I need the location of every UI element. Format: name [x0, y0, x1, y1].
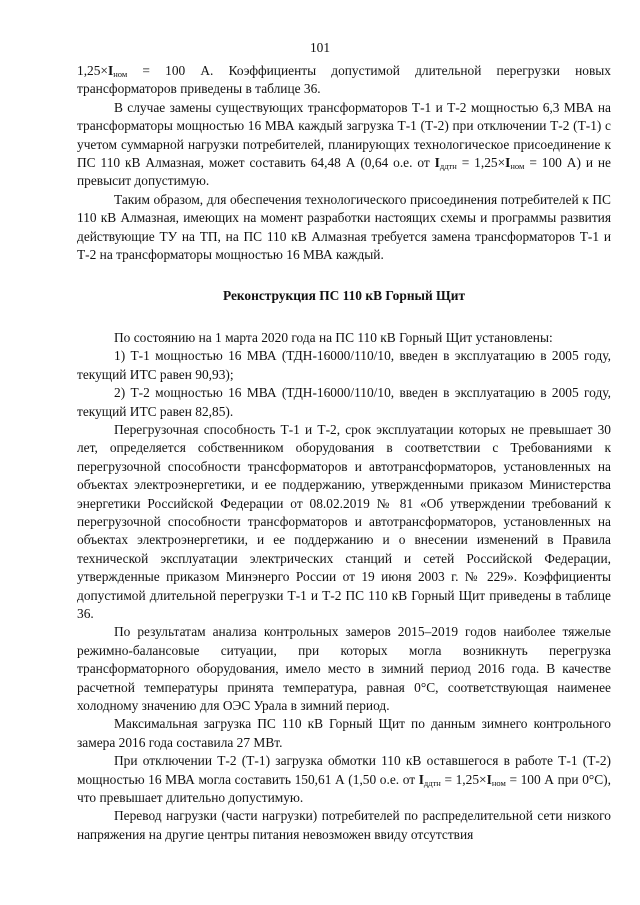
paragraph: При отключении Т-2 (Т-1) загрузка обмотки 110 кВ оставшегося в работе Т-1 (Т-2) мощностью 16 МВА могла составить 150,61 А (1,50 о.е. от $I_{ддтн} = 1,25\times I_{ном} = 100$ А при 0°С), что превышает длительно допустимую. — [77, 753, 611, 806]
document-body — [77, 62, 611, 844]
paragraph: Таким образом, для обеспечения технологического присоединения потребителей к ПС 110 кВ Алмазная, имеющих на момент разработки настоящих схемы и программы развития действующие ТУ на ТП, на ПС 110 кВ Алмазная требуется замена трансформаторов Т-1 и Т-2 на трансформаторы мощностью 16 МВА каждый. — [77, 191, 611, 263]
paragraph: Максимальная загрузка ПС 110 кВ Горный Щит по данным зимнего контрольного замера 2016 года составила 27 МВт. — [77, 716, 611, 750]
list-item: 1) Т-1 мощностью 16 МВА (ТДН-16000/110/10, введен в эксплуатацию в 2005 году, текущий ИТС равен 90,93); — [77, 348, 611, 382]
section-heading: Реконструкция ПС 110 кВ Горный Щит — [222, 288, 466, 304]
paragraph: $1,25\times I_{ном} = 100$ А. Коэффициенты допустимой длительной перегрузки новых трансформаторов приведены в таблице 36. — [77, 63, 611, 97]
paragraph: Перегрузочная способность Т-1 и Т-2, срок эксплуатации которых не превышает 30 лет, определяется собственником оборудования в соответствии с Требованиями к перегрузочной способности трансформаторов и автотрансформаторов, установленных на объектах электроэнергетики, и ее поддержанию, утвержденными приказом Министерства энергетики Российской Федерации от 08.02.2019 № 81 «Об утверждении требований к перегрузочной способности трансформаторов и автотрансформаторов, установленных на объектах электроэнергетики, и ее поддержанию и о внесении изменений в Правила технической эксплуатации электрических станций и сетей Российской Федерации, утвержденные приказом Минэнерго России от 19 июня 2003 г. № 229». Коэффициенты допустимой длительной перегрузки Т-1 и Т-2 ПС 110 кВ Горный Щит приведены в таблице 36. — [77, 421, 611, 621]
page-number: 101 — [309, 40, 331, 55]
paragraph: По результатам анализа контрольных замеров 2015–2019 годов наиболее тяжелые режимно-балансовые ситуации, при которых могла возникнуть перегрузка трансформаторного оборудования, имело место в зимний период 2016 года. В качестве расчетной температуры принята температура, равная 0°С, соответствующая наименее холодному значению для ОЭС Урала в зимний период. — [77, 624, 611, 713]
paragraph: По состоянию на 1 марта 2020 года на ПС 110 кВ Горный Щит установлены: — [114, 329, 553, 345]
paragraph: Перевод нагрузки (части нагрузки) потребителей по распределительной сети низкого напряжения на другие центры питания невозможен ввиду отсутствия — [77, 808, 611, 842]
paragraph: В случае замены существующих трансформаторов Т-1 и Т-2 мощностью 6,3 МВА на трансформаторы мощностью 16 МВА каждый загрузка Т-1 (Т-2) при отключении Т-2 (Т-1) с учетом суммарной нагрузки потребителей, планирующих технологическое присоединение к ПС 110 кВ Алмазная, может составить 64,48 А (0,64 о.е. от $I_{ддтн} = 1,25\times I_{ном} = 100$ А) и не превысит допустимую. — [77, 99, 611, 189]
list-item: 2) Т-2 мощностью 16 МВА (ТДН-16000/110/10, введен в эксплуатацию в 2005 году, текущий ИТС равен 82,85). — [77, 385, 611, 419]
